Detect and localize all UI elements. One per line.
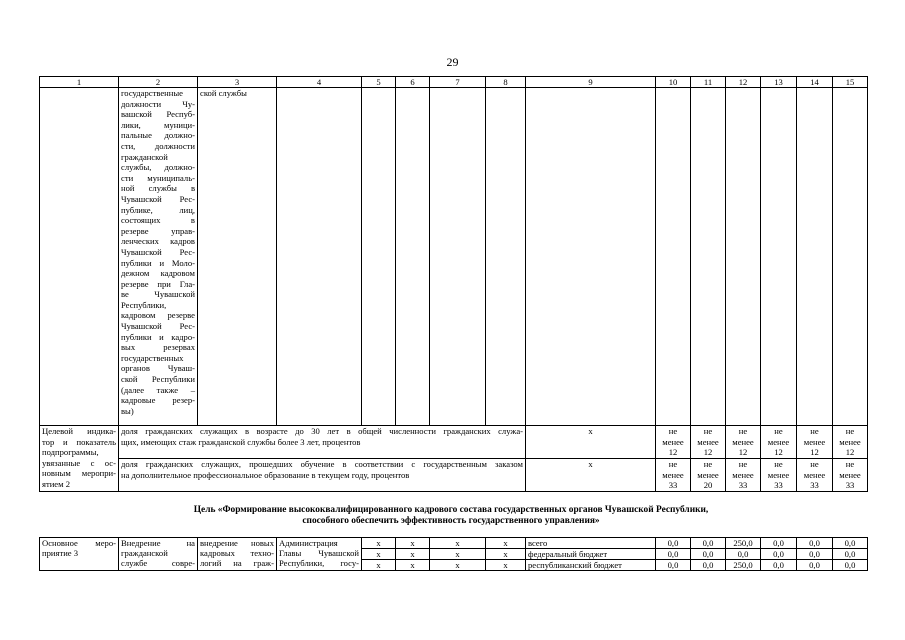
indicator-value-cell: не менее 12 xyxy=(726,426,761,459)
indicator-marker-cell: x xyxy=(526,459,656,492)
amount-cell: 0,0 xyxy=(761,538,797,549)
indicator-value-cell: не менее 33 xyxy=(761,459,797,492)
column-number: 11 xyxy=(691,77,726,88)
indicator-row xyxy=(40,426,868,459)
empty-cell xyxy=(833,88,868,426)
indicator-row xyxy=(40,459,868,492)
column-number: 4 xyxy=(277,77,362,88)
column-number: 3 xyxy=(198,77,277,88)
amount-cell: 0,0 xyxy=(797,549,833,560)
table-row xyxy=(40,88,868,426)
indicator-value-cell: не менее 12 xyxy=(691,426,726,459)
indicator-value-cell: не менее 33 xyxy=(797,459,833,492)
empty-cell xyxy=(726,88,761,426)
code-cell: x xyxy=(362,560,396,571)
indicator-marker-cell: x xyxy=(526,426,656,459)
column-number: 14 xyxy=(797,77,833,88)
amount-cell: 0,0 xyxy=(656,538,691,549)
column-number: 5 xyxy=(362,77,396,88)
amount-cell: 0,0 xyxy=(833,538,868,549)
indicator-value-cell: не менее 12 xyxy=(833,426,868,459)
program-table xyxy=(39,76,868,492)
amount-cell: 0,0 xyxy=(833,560,868,571)
code-cell: x xyxy=(362,538,396,549)
empty-cell xyxy=(526,88,656,426)
indicator-value-cell: не менее 33 xyxy=(656,459,691,492)
empty-cell xyxy=(486,88,526,426)
code-cell: x xyxy=(430,560,486,571)
code-cell: x xyxy=(396,538,430,549)
code-cell: x xyxy=(362,549,396,560)
code-cell: x xyxy=(430,538,486,549)
code-cell: x xyxy=(486,549,526,560)
column-number: 2 xyxy=(119,77,198,88)
code-cell: x xyxy=(396,560,430,571)
empty-cell xyxy=(396,88,430,426)
amount-cell: 250,0 xyxy=(726,560,761,571)
column-number: 10 xyxy=(656,77,691,88)
empty-cell xyxy=(362,88,396,426)
indicator-value-cell: не менее 20 xyxy=(691,459,726,492)
amount-cell: 0,0 xyxy=(691,538,726,549)
amount-cell: 0,0 xyxy=(761,560,797,571)
column-number: 9 xyxy=(526,77,656,88)
indicator-value-cell: не менее 12 xyxy=(656,426,691,459)
indicator-value-cell: не менее 33 xyxy=(726,459,761,492)
empty-cell xyxy=(761,88,797,426)
funding-source-cell: федеральный бюджет xyxy=(526,549,656,560)
amount-cell: 0,0 xyxy=(797,538,833,549)
empty-cell xyxy=(430,88,486,426)
column-number: 1 xyxy=(40,77,119,88)
empty-cell xyxy=(40,88,119,426)
empty-cell xyxy=(691,88,726,426)
measure-table xyxy=(39,537,868,571)
amount-cell: 0,0 xyxy=(797,560,833,571)
column-number: 15 xyxy=(833,77,868,88)
indicator-text-cell: доля гражданских служащих, прошедших обучение в соответствии с государственным заказом на дополнительное профессиональное образование в текущем году, процентов xyxy=(119,459,526,492)
column-number: 6 xyxy=(396,77,430,88)
empty-cell xyxy=(797,88,833,426)
amount-cell: 250,0 xyxy=(726,538,761,549)
amount-cell: 0,0 xyxy=(656,549,691,560)
section-title: Цель «Формирование высококвалифицированного кадрового состава государственных органов Чувашской Республики, способного обеспечить эффективность государственного управления» xyxy=(193,505,709,526)
column-number: 8 xyxy=(486,77,526,88)
indicator-value-cell: не менее 33 xyxy=(833,459,868,492)
measure-result-cell: внедрение новых кадровых техно- логий на граж- xyxy=(198,538,277,571)
measure-name-cell: Основное меро- приятие 3 xyxy=(40,538,119,571)
indicator-label-cell: Целевой индика- тор и показатель подпрограммы, увязанные с ос- новным меропри- ятием 2 xyxy=(40,426,119,492)
task-description-cell: государственные должности Чу- вашской Респуб- лики, муници- пальные должно- сти, должности гражданской службы, должно- сти муниципаль- ной службы в Чувашской Рес- публике, лиц, состоящих в резерве управ- ленческих кадров Чувашской Рес- публики и Моло- дежном кадровом резерве при Гла- ве Чувашской Республики, кадровом резерве Чувашской Рес- публики и кадро- вых резервах государственных органов Чуваш- ской Республики (далее также – кадровые резер- вы) xyxy=(119,88,198,426)
empty-cell xyxy=(656,88,691,426)
funding-source-cell: всего xyxy=(526,538,656,549)
column-number-row xyxy=(40,77,868,88)
amount-cell: 0,0 xyxy=(691,549,726,560)
code-cell: x xyxy=(486,538,526,549)
expected-result-cell: ской службы xyxy=(198,88,277,426)
amount-cell: 0,0 xyxy=(761,549,797,560)
amount-cell: 0,0 xyxy=(833,549,868,560)
amount-cell: 0,0 xyxy=(726,549,761,560)
column-number: 13 xyxy=(761,77,797,88)
column-number: 7 xyxy=(430,77,486,88)
funding-source-cell: республиканский бюджет xyxy=(526,560,656,571)
indicator-text-cell: доля гражданских служащих в возрасте до 30 лет в общей численности гражданских служа- щих, имеющих стаж гражданской службы более 3 лет, процентов xyxy=(119,426,526,459)
column-number: 12 xyxy=(726,77,761,88)
code-cell: x xyxy=(486,560,526,571)
amount-cell: 0,0 xyxy=(691,560,726,571)
table-row xyxy=(40,538,868,549)
indicator-value-cell: не менее 12 xyxy=(761,426,797,459)
code-cell: x xyxy=(396,549,430,560)
empty-cell xyxy=(277,88,362,426)
measure-description-cell: Внедрение на гражданской службе совре- xyxy=(119,538,198,571)
page-number: 29 xyxy=(446,55,459,69)
indicator-value-cell: не менее 12 xyxy=(797,426,833,459)
amount-cell: 0,0 xyxy=(656,560,691,571)
code-cell: x xyxy=(430,549,486,560)
measure-executor-cell: Администрация Главы Чувашской Республики, госу- xyxy=(277,538,362,571)
